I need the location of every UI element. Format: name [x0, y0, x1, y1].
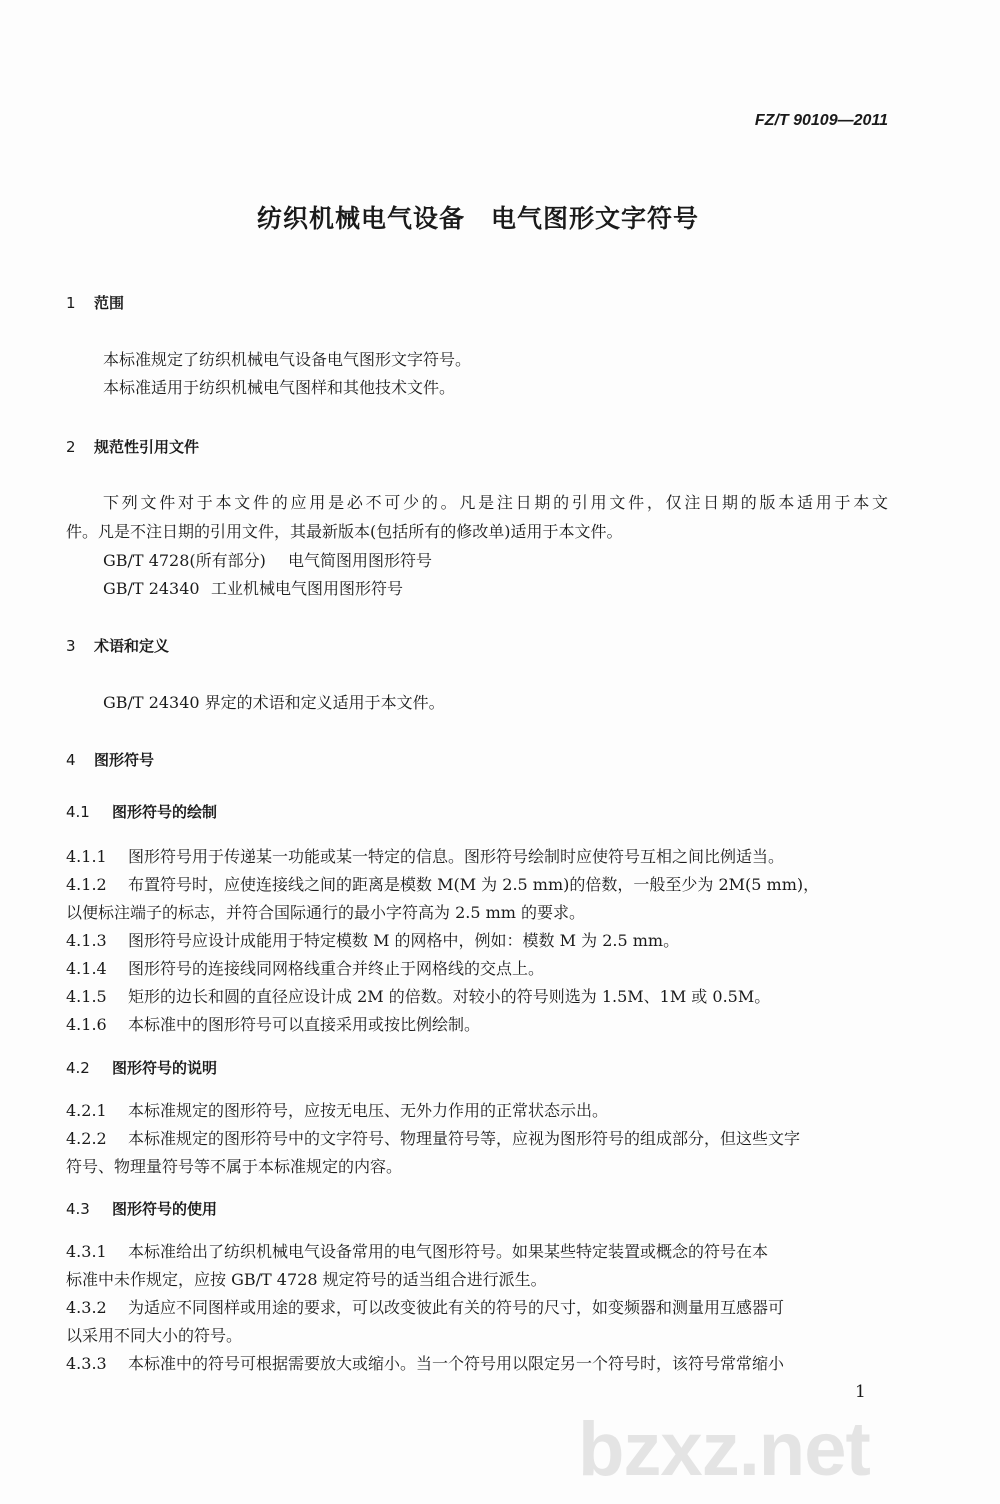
section-heading-2: [66, 437, 199, 457]
clause-continuation: 以采用不同大小的符号。: [66, 1326, 243, 1345]
reference-code: GB/T 4728(所有部分): [103, 551, 266, 570]
section-title: 规范性引用文件: [94, 438, 200, 456]
paragraph: 本标准适用于纺织机械电气图样和其他技术文件。: [103, 378, 456, 397]
page-number: 1: [855, 1382, 866, 1402]
section-title: 图形符号的使用: [112, 1200, 218, 1218]
clause-number: 4.1.6: [66, 1015, 107, 1034]
clause-text: 本标准规定的图形符号中的文字符号、物理量符号等，应视为图形符号的组成部分，但这些文字: [128, 1129, 801, 1148]
clause-number: 4.1.1: [66, 847, 107, 866]
clause: [66, 1298, 784, 1318]
clause-text: 图形符号用于传递某一功能或某一特定的信息。图形符号绘制时应使符号互相之间比例适当。: [128, 847, 785, 866]
section-heading-3: [66, 636, 169, 656]
section-title: 图形符号: [94, 751, 155, 769]
section-heading-4: [66, 750, 154, 770]
subsection-heading-4-1: [66, 802, 217, 822]
clause-text: 矩形的边长和圆的直径应设计成 2M 的倍数。对较小的符号则选为 1.5M、1M 或 0.5M。: [128, 987, 771, 1006]
watermark: bzxz.net: [578, 1407, 870, 1492]
paragraph: 下列文件对于本文件的应用是必不可少的。凡是注日期的引用文件，仅注日期的版本适用于本文: [103, 493, 888, 512]
clause-number: 4.3.2: [66, 1298, 107, 1317]
clause-text: 图形符号的连接线同网格线重合并终止于网格线的交点上。: [128, 959, 545, 978]
normative-reference: [103, 579, 403, 599]
clause: [66, 1354, 784, 1374]
section-number: 4.3: [66, 1200, 90, 1218]
section-title: 术语和定义: [94, 637, 170, 655]
clause-text: 布置符号时，应使连接线之间的距离是模数 M(M 为 2.5 mm)的倍数，一般至少为 2M(5 mm)，: [128, 875, 820, 894]
reference-title: 工业机械电气图用图形符号: [211, 579, 404, 598]
clause-continuation: 符号、物理量符号等不属于本标准规定的内容。: [66, 1157, 403, 1176]
section-title: 图形符号的绘制: [112, 803, 218, 821]
subsection-heading-4-3: [66, 1199, 217, 1219]
clause-text: 本标准中的图形符号可以直接采用或按比例绘制。: [128, 1015, 481, 1034]
section-number: 2: [66, 438, 76, 456]
clause-number: 4.1.3: [66, 931, 107, 950]
section-title: 图形符号的说明: [112, 1059, 218, 1077]
clause: [66, 847, 784, 867]
clause: [66, 1015, 480, 1035]
clause: [66, 1242, 768, 1262]
clause-number: 4.2.1: [66, 1101, 107, 1120]
clause-text: 本标准给出了纺织机械电气设备常用的电气图形符号。如果某些特定装置或概念的符号在本: [128, 1242, 769, 1261]
clause: [66, 1101, 608, 1121]
page-title: 纺织机械电气设备 电气图形文字符号: [256, 204, 699, 233]
clause-text: 本标准中的符号可根据需要放大或缩小。当一个符号用以限定另一个符号时，该符号常常缩小: [128, 1354, 785, 1373]
paragraph: 本标准规定了纺织机械电气设备电气图形文字符号。: [103, 350, 472, 369]
clause-text: 图形符号应设计成能用于特定模数 M 的网格中，例如：模数 M 为 2.5 mm。: [128, 931, 680, 950]
clause-text: 本标准规定的图形符号，应按无电压、无外力作用的正常状态示出。: [128, 1101, 609, 1120]
clause: [66, 959, 544, 979]
section-number: 4: [66, 751, 76, 769]
paragraph: GB/T 24340 界定的术语和定义适用于本文件。: [103, 693, 445, 712]
section-title: 范围: [94, 294, 125, 312]
section-number: 1: [66, 294, 76, 312]
standard-number: FZ/T 90109—2011: [754, 112, 888, 129]
clause: [66, 931, 679, 951]
section-number: 3: [66, 637, 76, 655]
section-heading-1: [66, 293, 124, 313]
clause: [66, 987, 770, 1007]
clause-number: 4.3.1: [66, 1242, 107, 1261]
clause: [66, 1129, 800, 1149]
clause-text: 为适应不同图样或用途的要求，可以改变彼此有关的符号的尺寸，如变频器和测量用互感器可: [128, 1298, 785, 1317]
clause: [66, 875, 819, 895]
normative-reference: [103, 551, 432, 571]
paragraph: 件。凡是不注日期的引用文件，其最新版本(包括所有的修改单)适用于本文件。: [66, 522, 623, 541]
reference-title: 电气简图用图形符号: [288, 551, 433, 570]
clause-continuation: 以便标注端子的标志，并符合国际通行的最小字符高为 2.5 mm 的要求。: [66, 903, 586, 922]
reference-code: GB/T 24340: [103, 579, 200, 598]
section-number: 4.1: [66, 803, 90, 821]
clause-number: 4.1.2: [66, 875, 107, 894]
section-number: 4.2: [66, 1059, 90, 1077]
subsection-heading-4-2: [66, 1058, 217, 1078]
clause-number: 4.1.5: [66, 987, 107, 1006]
clause-number: 4.3.3: [66, 1354, 107, 1373]
clause-number: 4.2.2: [66, 1129, 107, 1148]
clause-continuation: 标准中未作规定，应按 GB/T 4728 规定符号的适当组合进行派生。: [66, 1270, 547, 1289]
clause-number: 4.1.4: [66, 959, 107, 978]
